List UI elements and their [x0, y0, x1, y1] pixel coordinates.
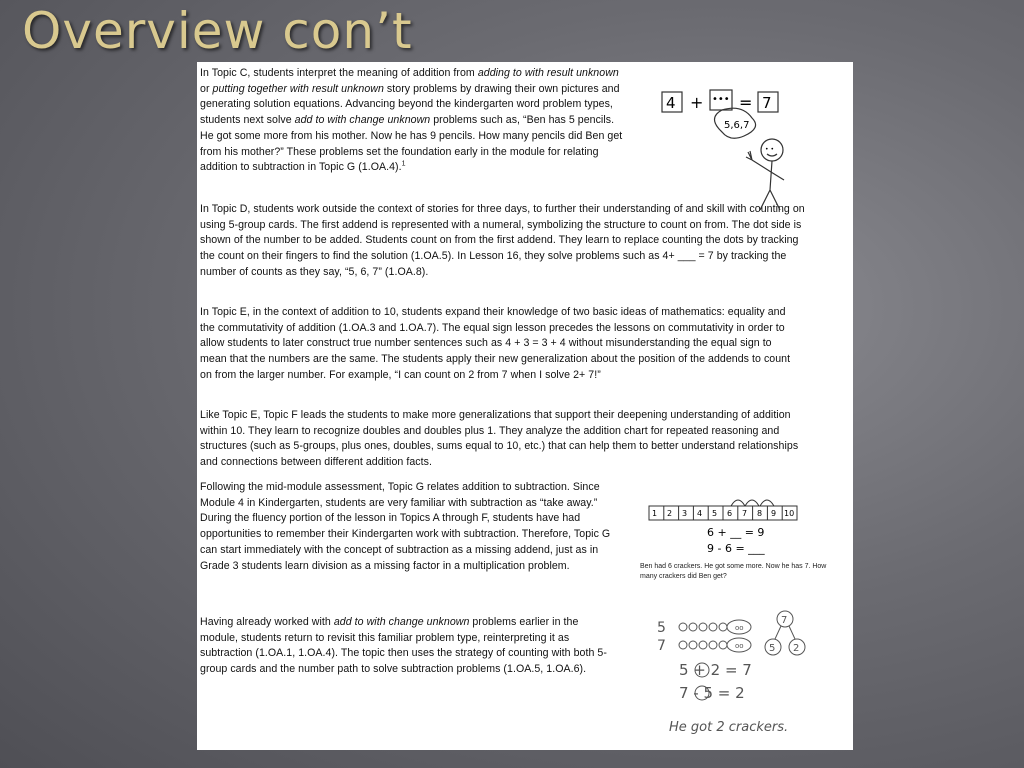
sketch1-plus: +: [690, 93, 704, 112]
row1-extra: oo: [735, 624, 744, 632]
paragraph-subtraction: [200, 615, 615, 678]
path-cell-4: 4: [697, 509, 703, 518]
sketch3-eq-1: 5 + 2 = 7: [679, 661, 752, 679]
document-page: [197, 62, 853, 750]
paragraph-topic-g: Following the mid-module assessment, Topic G relates addition to subtraction. Since Module 4 in Kindergarten, students are very familiar with subtraction as “take away.” During the fluency portion of the lesson in Topics A through F, students have had opportunities to remember their Kindergarten work with subtraction. Therefore, Topic G can start immediately with the concept of subtraction as a missing addend, just as in Grade 3 students learn division as a missing factor in a multiplication problem.: [200, 481, 611, 572]
path-eq-1: 6 + __ = 9: [707, 526, 765, 539]
path-cell-1: 1: [652, 509, 658, 518]
p6-text-2: problems earlier in the module, students return to revisit this familiar problem type, reinterpreting it as subtraction (1.OA.1, 1.OA.4). The topic then uses the strategy of counting with both 5-group cards and the number path to solve subtraction problems (1.OA.5, 1.OA.6).: [200, 616, 607, 676]
path-cell-6: 6: [727, 509, 733, 518]
paragraph-topic-e: In Topic E, in the context of addition to 10, students expand their knowledge of two basic ideas of mathematics: equality and the commutativity of addition (1.OA.3 and 1.OA.7). The equal sign lesson precedes the lessons on commutativity in order to allow students to later construct true number sentences such as 4 + 3 = 3 + 4 without misunderstanding the equal sign to mean that the numbers are the same. The students apply their new generalization about the position of the addends to count on from the larger number. For example, “I can count on 2 from 7 when I solve 2+ 7!”: [200, 306, 791, 381]
number-path-sketch: [647, 492, 807, 560]
bond-top: 7: [781, 615, 788, 626]
p6-text-1: Having already worked with: [200, 616, 334, 628]
p1-text-3: story problems by drawing their own pictures and generating solution equations. Advancing beyond the kindergarten word problem types, students next solve: [200, 82, 620, 127]
p1-text-2: or: [200, 82, 213, 95]
sketch1-eyes: • •: [765, 146, 774, 153]
path-cell-2: 2: [667, 509, 673, 518]
row1-number: 5: [657, 620, 666, 636]
path-cell-9: 9: [771, 509, 777, 518]
path-cell-5: 5: [712, 509, 718, 518]
sketch1-box1: 4: [666, 94, 676, 112]
p6-emph-1: add to with change unknown: [333, 616, 470, 628]
bond-right: 2: [793, 643, 800, 654]
path-cell-3: 3: [682, 509, 688, 518]
path-eq-2: 9 - 6 = ___: [707, 542, 765, 555]
p1-text-1: In Topic C, students interpret the meaning of addition from: [200, 67, 478, 79]
bond-left: 5: [769, 643, 776, 654]
paragraph-topic-d: In Topic D, students work outside the context of stories for three days, to further their understanding of and skill with counting on using 5-group cards. The first addend is represented with a numeral, symbolizing the structure to count on from. The dot side is shown of the number to be added. Students count on from the first addend. They learn to replace counting the dots by tracking the count on their fingers to find the solution (1.OA.5). In Lesson 16, they solve problems such as 4+ ___ = 7 by tracking the number of counts as they say, “5, 6, 7” (1.OA.8).: [200, 203, 805, 278]
sketch-caption: Ben had 6 crackers. He got some more. Now he has 7. How many crackers did Ben get?: [640, 563, 827, 580]
counting-on-sketch: [652, 80, 802, 215]
path-cell-8: 8: [757, 509, 763, 518]
p1-emph-2: putting together with result unknown: [212, 82, 384, 95]
p1-emph-1: adding to with result unknown: [477, 67, 619, 79]
row2-number: 7: [657, 638, 666, 654]
footnote-marker: 1: [401, 160, 406, 168]
paragraph-topic-c: [200, 66, 625, 176]
sketch1-box3: 7: [762, 94, 772, 112]
paragraph-topic-f: Like Topic E, Topic F leads the students to make more generalizations that support their deepening understanding of addition within 10. They learn to recognize doubles and doubles plus 1. They analyze the addition chart for repeated reasoning and structures (such as 5-groups, plus ones, doubles, sums equal to 10, etc.) that can help them to better understand relationships and connections between different addition facts.: [200, 409, 799, 469]
sketch3-eq-2: 7 - 5 = 2: [679, 684, 745, 702]
p1-text-4: problems such as, “Ben has 5 pencils. He got some more from his mother. Now he has 9 pencils. How many pencils did Ben get from his mother?” These problems set the foundation early in the module for relating addition to subtraction in Topic G (1.OA.4).: [200, 114, 623, 174]
slide-title: Overview con’t: [22, 2, 413, 60]
path-cell-7: 7: [742, 509, 748, 518]
p1-emph-3: add to with change unknown: [294, 114, 431, 127]
sketch1-bubble: 5,6,7: [724, 120, 750, 131]
row2-extra: oo: [735, 642, 744, 650]
path-cell-10: 10: [784, 509, 795, 518]
sketch3-answer: He got 2 crackers.: [669, 720, 789, 735]
sketch1-dots: •••: [712, 94, 730, 105]
five-group-sketch: [649, 607, 829, 747]
sketch1-equals: =: [739, 93, 753, 112]
